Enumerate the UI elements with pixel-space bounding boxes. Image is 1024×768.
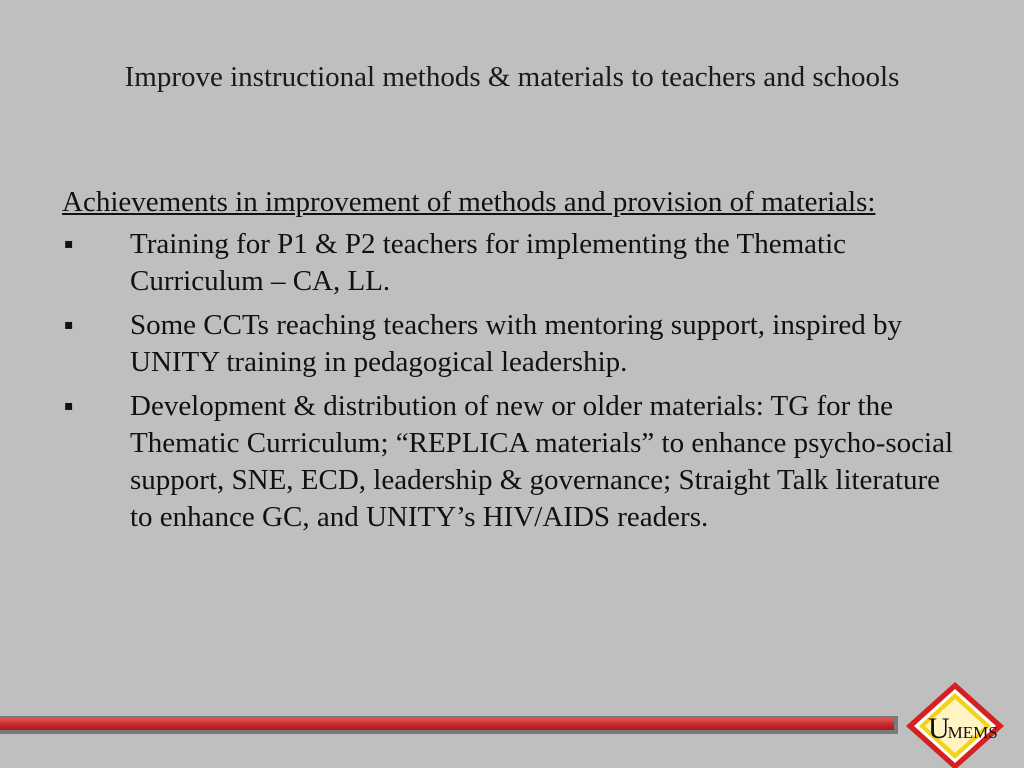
- bullet-text: Training for P1 & P2 teachers for implementing the Thematic Curriculum – CA, LL.: [130, 228, 847, 297]
- bullet-item: [62, 388, 962, 536]
- logo-letters-mems: MEMS: [947, 723, 998, 742]
- bullet-text: Development & distribution of new or older materials: TG for the Thematic Curriculum; “REPLICA materials” to enhance psycho-social support, SNE, ECD, leadership & governance; Straight Talk literature to enhance GC, and UNITY’s HIV/AIDS readers.: [130, 390, 954, 533]
- bullet-item: [62, 226, 962, 300]
- slide-title: Improve instructional methods & materials to teachers and schools: [124, 61, 900, 93]
- bullet-item: [62, 307, 962, 381]
- square-bullet-icon: ▪: [64, 317, 74, 333]
- footer-accent-bar: [0, 718, 894, 730]
- square-bullet-icon: ▪: [64, 236, 74, 252]
- square-bullet-icon: ▪: [64, 398, 74, 414]
- slide-body: [62, 184, 962, 543]
- logo-letter-u: U: [928, 712, 950, 745]
- bullet-text: Some CCTs reaching teachers with mentoring support, inspired by UNITY training in pedagogical leadership.: [130, 309, 902, 378]
- logo-text: [928, 712, 998, 746]
- section-heading: Achievements in improvement of methods and provision of materials:: [62, 186, 876, 218]
